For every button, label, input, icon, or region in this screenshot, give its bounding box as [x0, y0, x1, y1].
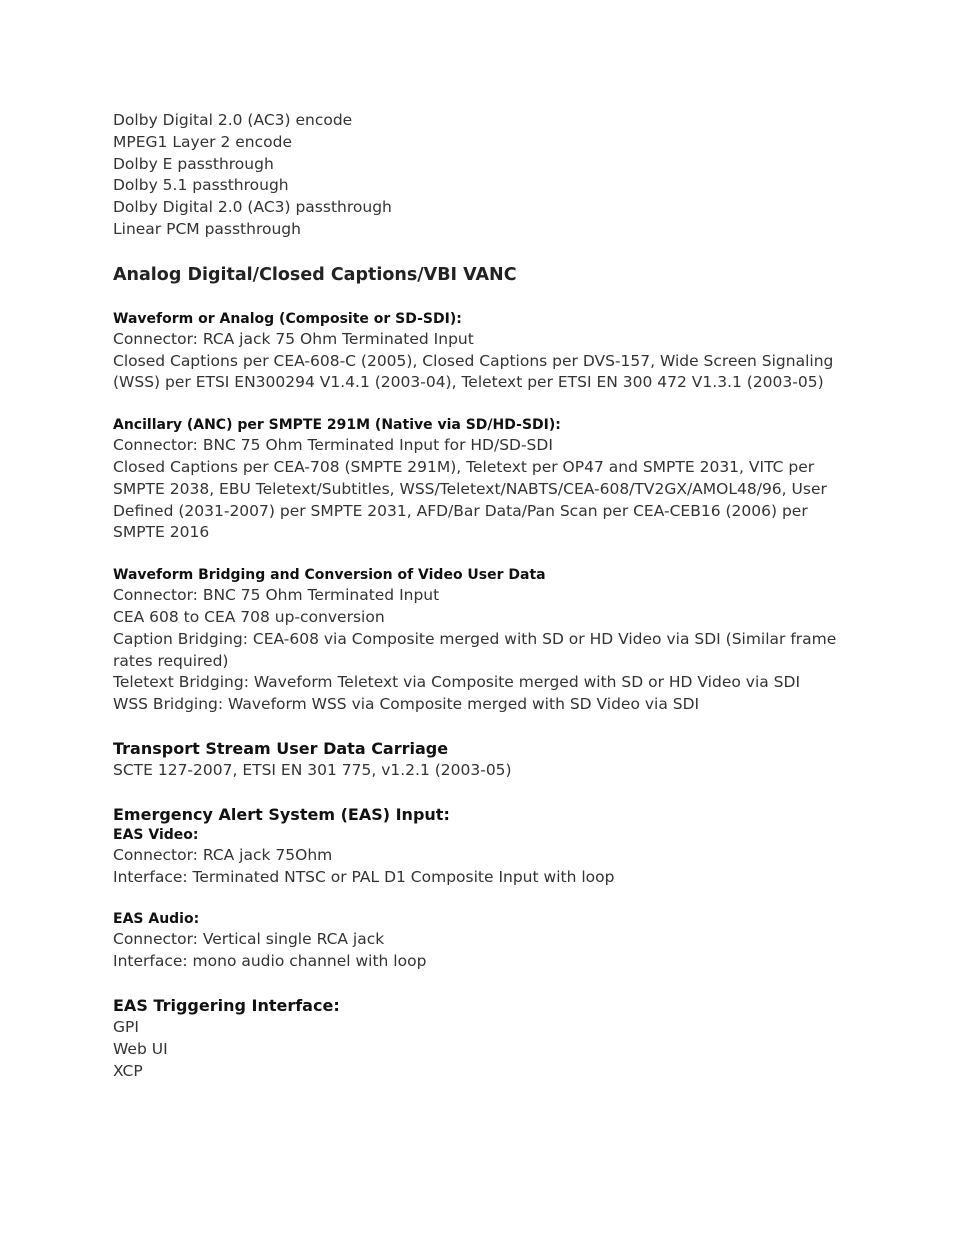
- waveform-block: [113, 310, 853, 394]
- transport-block: [113, 738, 853, 782]
- eas-triggering-heading: EAS Triggering Interface:: [113, 995, 340, 1015]
- bridging-heading: Waveform Bridging and Conversion of Video User Data: [113, 567, 546, 584]
- eas-heading: Emergency Alert System (EAS) Input:: [113, 804, 450, 824]
- document-page: [113, 110, 853, 1082]
- ancillary-connector: Connector: BNC 75 Ohm Terminated Input for HD/SD-SDI: [113, 436, 553, 455]
- section-title-captions: Analog Digital/Closed Captions/VBI VANC: [113, 264, 517, 285]
- transport-body: SCTE 127-2007, ETSI EN 301 775, v1.2.1 (2003-05): [113, 760, 512, 779]
- ancillary-body: Closed Captions per CEA-708 (SMPTE 291M), Teletext per OP47 and SMPTE 2031, VITC per SMPTE 2038, EBU Teletext/Subtitles, WSS/Teletext/NABTS/CEA-608/TV2GX/AMOL48/96, User Defined (2031-2007) per SMPTE 2031, AFD/Bar Data/Pan Scan per CEA-CEB16 (2006) per SMPTE 2016: [113, 457, 827, 542]
- audio-list: [113, 110, 853, 241]
- eas-block: [113, 804, 853, 1083]
- list-item: Web UI: [113, 1039, 168, 1058]
- transport-heading: Transport Stream User Data Carriage: [113, 738, 449, 758]
- waveform-connector: Connector: RCA jack 75 Ohm Terminated Input: [113, 329, 474, 348]
- eas-audio-interface: Interface: mono audio channel with loop: [113, 952, 427, 971]
- bridging-connector: Connector: BNC 75 Ohm Terminated Input: [113, 586, 440, 605]
- bridging-upconversion: CEA 608 to CEA 708 up-conversion: [113, 607, 385, 626]
- ancillary-heading: Ancillary (ANC) per SMPTE 291M (Native via SD/HD-SDI):: [113, 417, 561, 434]
- eas-video-heading: EAS Video:: [113, 826, 199, 843]
- list-item: Linear PCM passthrough: [113, 219, 301, 238]
- list-item: Dolby E passthrough: [113, 154, 274, 173]
- ancillary-block: [113, 416, 853, 544]
- eas-audio-connector: Connector: Vertical single RCA jack: [113, 930, 385, 949]
- list-item: Dolby Digital 2.0 (AC3) encode: [113, 111, 353, 129]
- bridging-wss: WSS Bridging: Waveform WSS via Composite merged with SD Video via SDI: [113, 695, 700, 714]
- list-item: GPI: [113, 1017, 139, 1036]
- list-item: Dolby 5.1 passthrough: [113, 176, 289, 195]
- list-item: XCP: [113, 1061, 143, 1080]
- eas-audio-heading: EAS Audio:: [113, 911, 200, 928]
- eas-video-connector: Connector: RCA jack 75Ohm: [113, 845, 333, 864]
- bridging-caption: Caption Bridging: CEA-608 via Composite merged with SD or HD Video via SDI (Similar frame rates required): [113, 629, 837, 670]
- waveform-body: Closed Captions per CEA-608-C (2005), Closed Captions per DVS-157, Wide Screen Signaling (WSS) per ETSI EN300294 V1.4.1 (2003-04), Teletext per ETSI EN 300 472 V1.3.1 (2003-05): [113, 351, 834, 392]
- bridging-block: [113, 566, 853, 716]
- bridging-teletext: Teletext Bridging: Waveform Teletext via Composite merged with SD or HD Video via SDI: [113, 673, 801, 692]
- list-item: MPEG1 Layer 2 encode: [113, 132, 292, 151]
- eas-video-interface: Interface: Terminated NTSC or PAL D1 Composite Input with loop: [113, 867, 615, 886]
- waveform-heading: Waveform or Analog (Composite or SD-SDI):: [113, 310, 462, 327]
- list-item: Dolby Digital 2.0 (AC3) passthrough: [113, 198, 392, 217]
